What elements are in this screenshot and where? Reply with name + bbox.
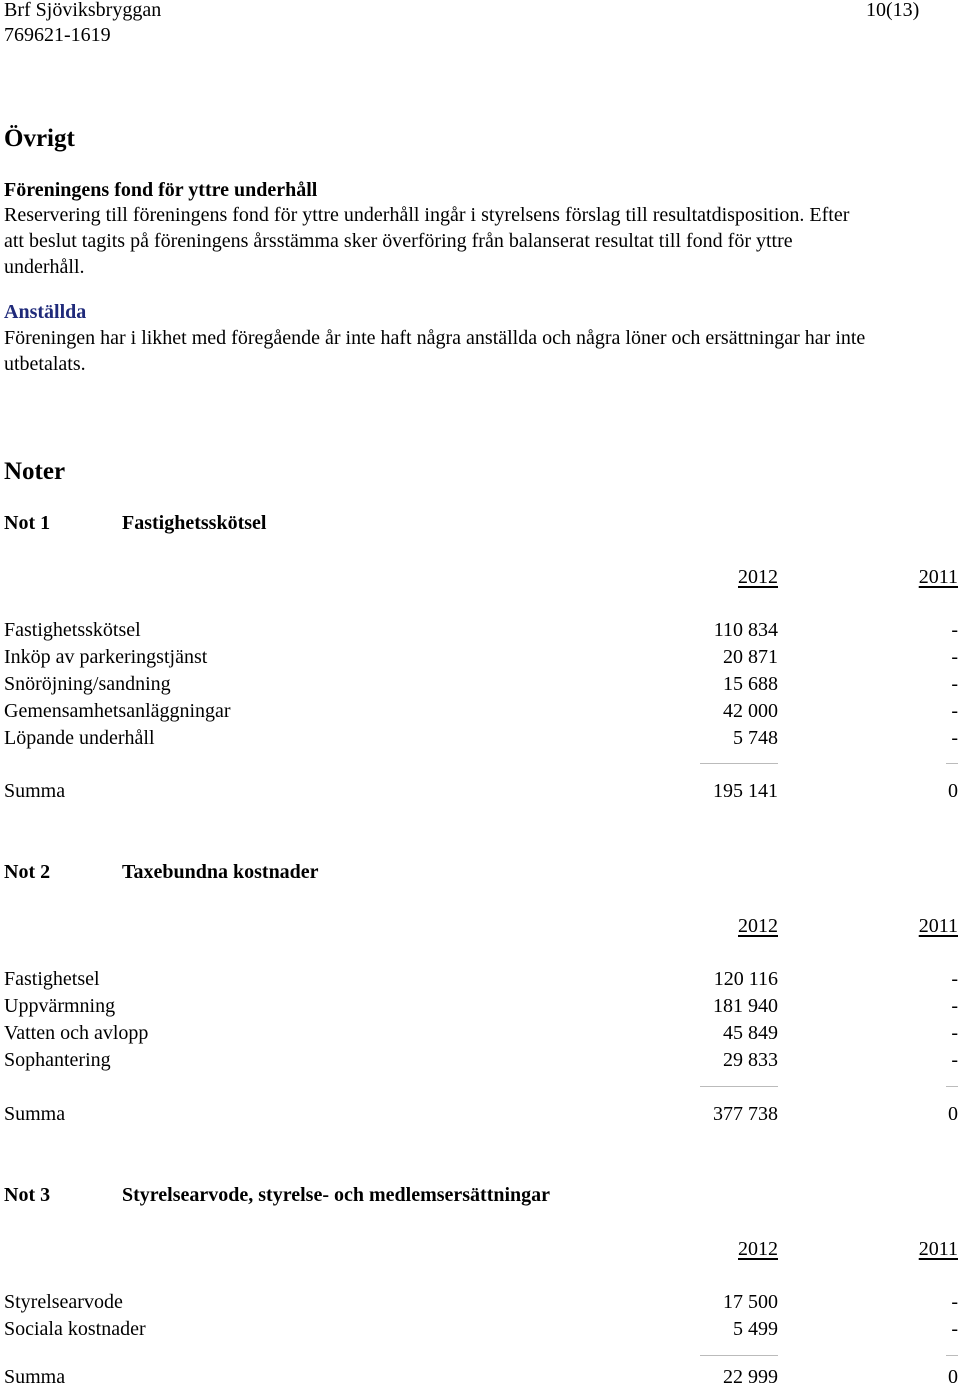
row-label: Sociala kostnader: [4, 1318, 146, 1340]
row-value-2011: -: [951, 619, 958, 641]
row-value-2011: -: [951, 995, 958, 1017]
note-number: Not 3: [4, 1184, 51, 1206]
row-value-2011: -: [951, 700, 958, 722]
section-title-noter: Noter: [4, 458, 66, 485]
row-label: Fastighetsel: [4, 968, 100, 990]
page-number: 10(13): [866, 0, 920, 21]
note-title: Taxebundna kostnader: [122, 861, 319, 883]
year-header-2012: 2012: [738, 1238, 778, 1260]
anstallda-text-line-1: Föreningen har i likhet med föregående år inte haft några anställda och några löner och ersättningar har inte: [4, 327, 866, 349]
note-number: Not 1: [4, 512, 51, 534]
sum-value-2012: 377 738: [713, 1103, 778, 1125]
row-label: Löpande underhåll: [4, 727, 155, 749]
sum-value-2011: 0: [948, 1366, 958, 1388]
fond-text-line-3: underhåll.: [4, 256, 85, 278]
year-header-2012: 2012: [738, 566, 778, 588]
row-value-2012: 120 116: [713, 968, 778, 990]
sum-value-2011: 0: [948, 780, 958, 802]
row-value-2012: 15 688: [723, 673, 778, 695]
sum-rule: [946, 1086, 958, 1087]
fond-heading: Föreningens fond för yttre underhåll: [4, 179, 318, 201]
sum-value-2011: 0: [948, 1103, 958, 1125]
row-value-2012: 110 834: [713, 619, 778, 641]
anstallda-text-line-2: utbetalats.: [4, 353, 86, 375]
fond-text-line-2: att beslut tagits på föreningens årsstämma sker överföring från balanserat resultat till fond för yttre: [4, 230, 793, 252]
year-header-2011: 2011: [918, 915, 958, 937]
row-value-2012: 42 000: [723, 700, 778, 722]
row-value-2012: 20 871: [723, 646, 778, 668]
section-title-ovrigt: Övrigt: [4, 125, 75, 152]
sum-rule: [700, 1086, 778, 1087]
org-number: 769621-1619: [4, 24, 111, 46]
note-number: Not 2: [4, 861, 51, 883]
row-label: Uppvärmning: [4, 995, 116, 1017]
sum-label: Summa: [4, 1103, 66, 1125]
row-label: Sophantering: [4, 1049, 111, 1071]
note-title: Fastighetsskötsel: [122, 512, 267, 534]
year-header-2011: 2011: [918, 566, 958, 588]
sum-label: Summa: [4, 1366, 66, 1388]
row-value-2011: -: [951, 1291, 958, 1313]
row-value-2011: -: [951, 1022, 958, 1044]
sum-rule: [946, 763, 958, 764]
row-value-2011: -: [951, 1049, 958, 1071]
sum-rule: [700, 763, 778, 764]
sum-value-2012: 22 999: [723, 1366, 778, 1388]
year-header-2011: 2011: [918, 1238, 958, 1260]
note-title: Styrelsearvode, styrelse- och medlemsersättningar: [122, 1184, 551, 1206]
sum-value-2012: 195 141: [713, 780, 778, 802]
row-value-2012: 17 500: [723, 1291, 778, 1313]
row-value-2012: 181 940: [713, 995, 778, 1017]
year-header-2012: 2012: [738, 915, 778, 937]
sum-label: Summa: [4, 780, 66, 802]
row-label: Vatten och avlopp: [4, 1022, 149, 1044]
row-label: Inköp av parkeringstjänst: [4, 646, 208, 668]
row-label: Snöröjning/sandning: [4, 673, 171, 695]
sum-rule: [946, 1355, 958, 1356]
row-label: Gemensamhetsanläggningar: [4, 700, 231, 722]
row-value-2011: -: [951, 646, 958, 668]
row-value-2012: 5 499: [733, 1318, 778, 1340]
anstallda-heading: Anställda: [4, 301, 87, 323]
row-label: Styrelsearvode: [4, 1291, 123, 1313]
row-value-2012: 45 849: [723, 1022, 778, 1044]
row-value-2011: -: [951, 1318, 958, 1340]
sum-rule: [700, 1355, 778, 1356]
row-value-2012: 5 748: [733, 727, 778, 749]
row-value-2012: 29 833: [723, 1049, 778, 1071]
row-value-2011: -: [951, 673, 958, 695]
row-value-2011: -: [951, 968, 958, 990]
row-value-2011: -: [951, 727, 958, 749]
org-name: Brf Sjöviksbryggan: [4, 0, 162, 21]
row-label: Fastighetsskötsel: [4, 619, 141, 641]
fond-text-line-1: Reservering till föreningens fond för yttre underhåll ingår i styrelsens förslag till resultatdisposition. Efter: [4, 204, 850, 226]
